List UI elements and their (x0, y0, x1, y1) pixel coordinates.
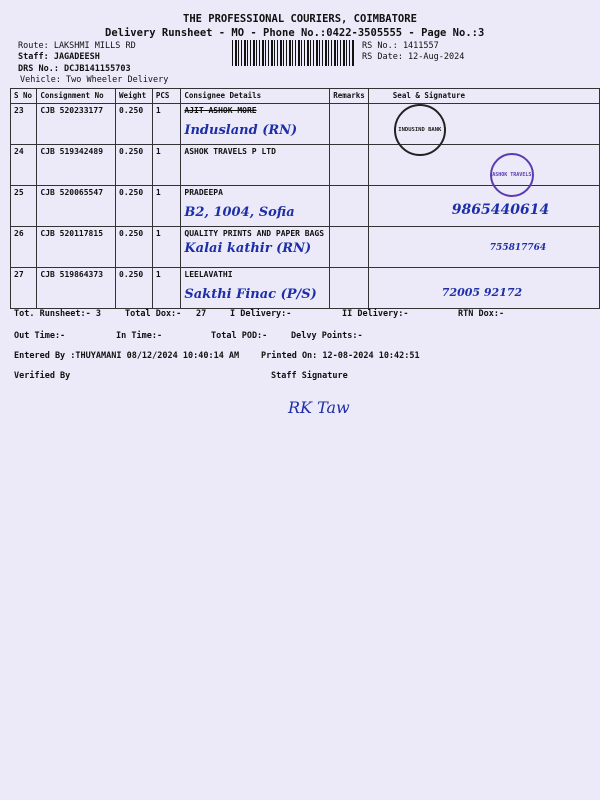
verified-by: Verified By (14, 371, 71, 381)
row-consignee (181, 104, 330, 145)
in-time: In Time:- (116, 331, 163, 341)
handwritten-note: Indusland (RN) (184, 123, 298, 138)
staff: Staff: JAGADEESH (18, 52, 100, 62)
handwritten-note: B2, 1004, Sofia (184, 205, 295, 220)
total-pod: Total POD:- (211, 331, 268, 341)
consignee-name: QUALITY PRINTS AND PAPER BAGS (184, 229, 325, 238)
out-time: Out Time:- (14, 331, 66, 341)
runsheet-subtitle: Delivery Runsheet - MO - Phone No.:0422-3505555 - Page No.:3 (105, 27, 485, 39)
row-pcs: 1 (152, 104, 181, 145)
vehicle: Vehicle: Two Wheeler Delivery (20, 75, 169, 85)
handwritten-note: Kalai kathir (RN) (184, 241, 312, 256)
rtn-dox: RTN Dox:- (458, 309, 505, 319)
ii-delivery: II Delivery:- (342, 309, 409, 319)
handwritten-phone: 72005 92172 (441, 286, 523, 299)
row-remarks (330, 104, 369, 145)
staff-signature-handwritten: RK Taw (288, 398, 350, 417)
table-row (11, 145, 600, 186)
row-remarks (330, 145, 369, 186)
row-consignment: CJB 520117815 (37, 227, 116, 268)
row-remarks (330, 268, 369, 309)
row-consignee (181, 186, 330, 227)
runsheet-table (10, 88, 600, 309)
col-sno: S No (11, 89, 37, 104)
row-seal (368, 145, 599, 186)
handwritten-phone: 755817764 (489, 243, 547, 253)
table-header-row (11, 89, 600, 104)
row-consignment: CJB 520065547 (37, 186, 116, 227)
row-sno: 27 (11, 268, 37, 309)
staff-signature-label: Staff Signature (271, 371, 348, 381)
i-delivery: I Delivery:- (230, 309, 292, 319)
row-consignment: CJB 519342489 (37, 145, 116, 186)
total-runsheet: Tot. Runsheet:- 3 (14, 309, 101, 319)
row-seal (368, 268, 599, 309)
row-remarks (330, 227, 369, 268)
row-sno: 24 (11, 145, 37, 186)
col-weight: Weight (116, 89, 153, 104)
consignee-name: AJIT ASHOK MORE (184, 106, 257, 115)
row-seal (368, 104, 599, 145)
seal-stamp: INDUSIND BANK (394, 104, 446, 156)
row-weight: 0.250 (116, 186, 153, 227)
delvy-points: Delvy Points:- (291, 331, 363, 341)
drs-number: DRS No.: DCJB141155703 (18, 64, 131, 74)
row-consignee (181, 268, 330, 309)
col-seal-signature: Seal & Signature (368, 89, 599, 104)
entered-by: Entered By :THUYAMANI 08/12/2024 10:40:14 AM (14, 351, 240, 361)
company-title: THE PROFESSIONAL COURIERS, COIMBATORE (183, 13, 417, 25)
col-pcs: PCS (152, 89, 181, 104)
row-sno: 23 (11, 104, 37, 145)
row-sno: 25 (11, 186, 37, 227)
total-dox-value: 27 (196, 309, 207, 319)
table-row (11, 268, 600, 309)
handwritten-phone: 9865440614 (451, 202, 550, 218)
row-pcs: 1 (152, 227, 181, 268)
col-consignee: Consignee Details (181, 89, 330, 104)
row-weight: 0.250 (116, 145, 153, 186)
row-consignment: CJB 520233177 (37, 104, 116, 145)
barcode (232, 40, 354, 66)
row-remarks (330, 186, 369, 227)
table-row (11, 104, 600, 145)
row-pcs: 1 (152, 268, 181, 309)
row-consignee (181, 227, 330, 268)
row-consignment: CJB 519864373 (37, 268, 116, 309)
consignee-name: LEELAVATHI (184, 270, 233, 279)
printed-on: Printed On: 12-08-2024 10:42:51 (261, 351, 420, 361)
row-consignee (181, 145, 330, 186)
col-consignment: Consignment No (37, 89, 116, 104)
consignee-name: ASHOK TRAVELS P LTD (184, 147, 276, 156)
seal-stamp: ASHOK TRAVELS (490, 153, 534, 197)
handwritten-note: Sakthi Finac (P/S) (184, 287, 317, 302)
total-dox-label: Total Dox:- (125, 309, 182, 319)
route: Route: LAKSHMI MILLS RD (18, 41, 136, 51)
table-row (11, 227, 600, 268)
consignee-name: PRADEEPA (184, 188, 223, 197)
col-remarks: Remarks (330, 89, 369, 104)
row-weight: 0.250 (116, 227, 153, 268)
row-seal (368, 227, 599, 268)
rs-number: RS No.: 1411557 (362, 41, 439, 51)
row-weight: 0.250 (116, 268, 153, 309)
row-weight: 0.250 (116, 104, 153, 145)
row-seal (368, 186, 599, 227)
row-pcs: 1 (152, 145, 181, 186)
row-sno: 26 (11, 227, 37, 268)
row-pcs: 1 (152, 186, 181, 227)
rs-date: RS Date: 12-Aug-2024 (362, 52, 465, 62)
